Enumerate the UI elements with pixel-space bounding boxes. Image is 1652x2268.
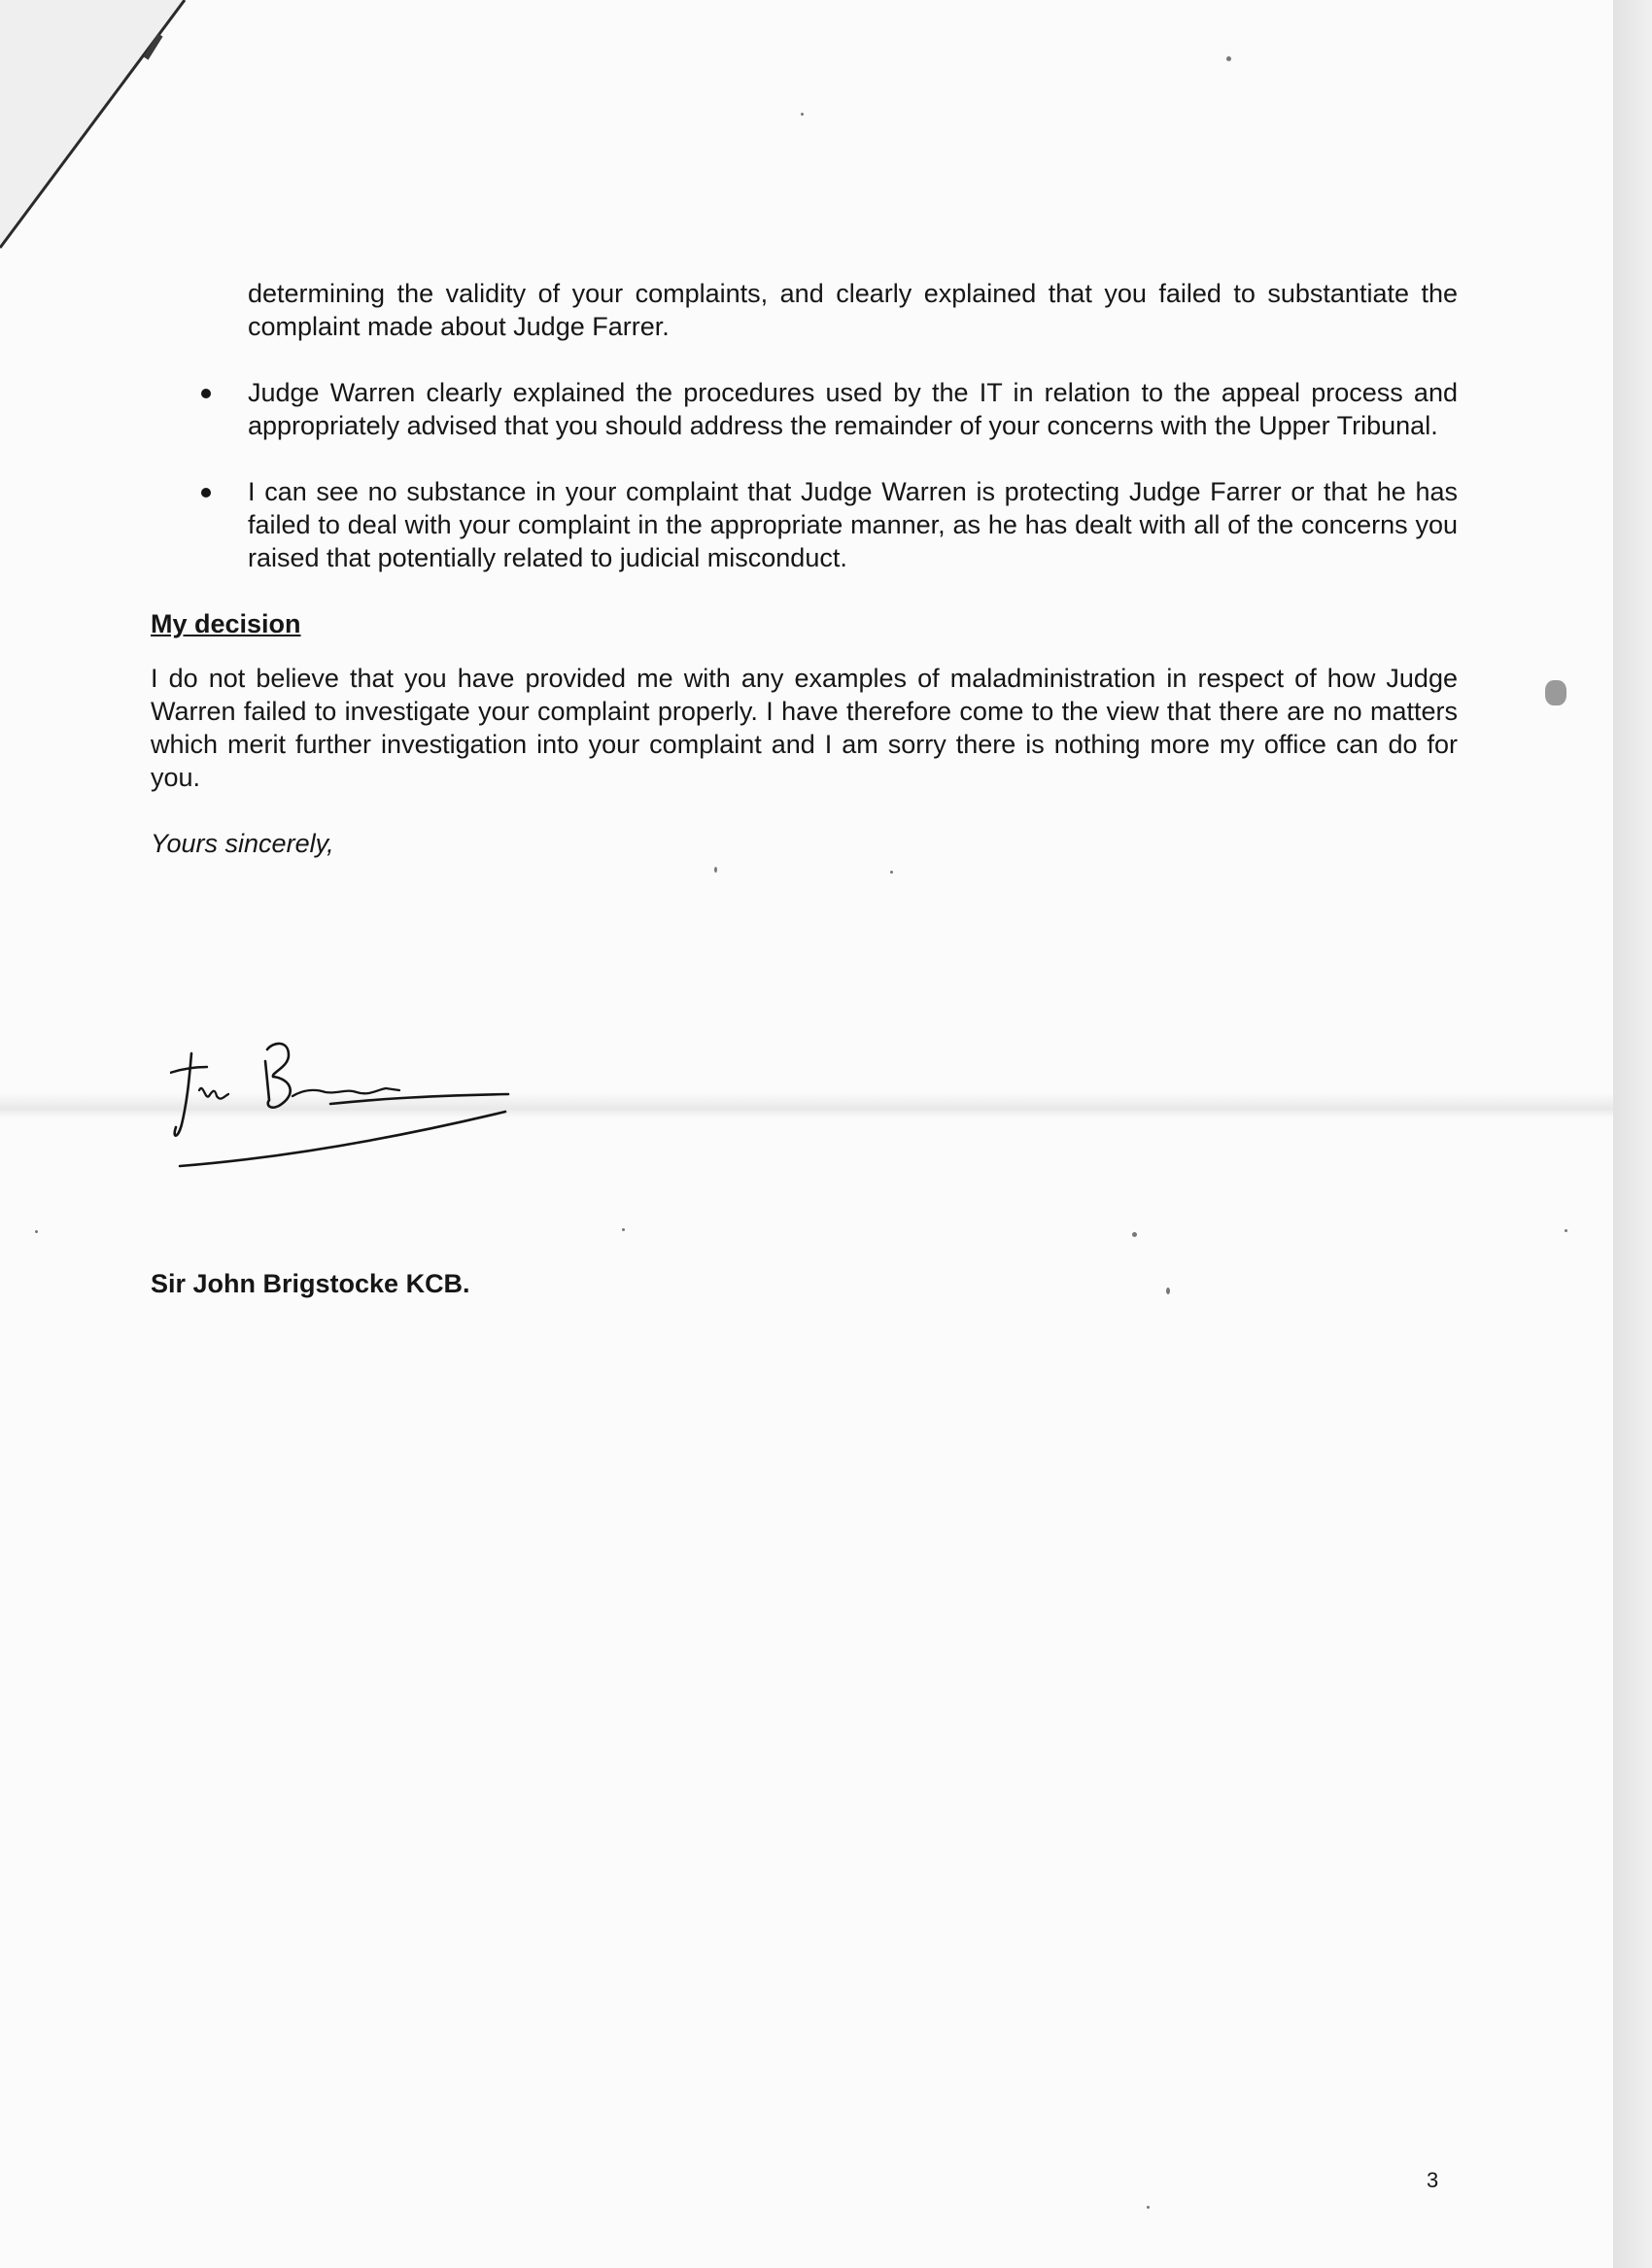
scan-blot — [1545, 680, 1566, 705]
bullet-list — [151, 376, 1458, 574]
letter-body — [151, 251, 1458, 860]
bullet-dot-icon — [201, 389, 211, 398]
scan-speck — [1132, 1232, 1137, 1237]
bullet-dot-icon — [201, 488, 211, 498]
bullet-item — [151, 376, 1458, 442]
scan-speck — [1166, 1288, 1170, 1294]
bullet-text: Judge Warren clearly explained the procedures used by the IT in relation to the appeal process and appropriately advised that you should address the remainder of your concerns with the Upper Tribunal. — [248, 378, 1458, 440]
scan-speck — [714, 867, 717, 873]
bullet-text: I can see no substance in your complaint that Judge Warren is protecting Judge Farrer or that he has failed to deal with your complaint in the appropriate manner, as he has dealt with all of the concerns you raised that potentially related to judicial misconduct. — [248, 477, 1458, 572]
signer-name: Sir John Brigstocke KCB. — [151, 1269, 470, 1298]
closing-salutation: Yours sincerely, — [151, 829, 334, 858]
scanner-margin — [1613, 0, 1652, 2268]
handwritten-signature — [170, 1032, 520, 1178]
scan-speck — [1226, 56, 1231, 61]
scan-speck — [1147, 2206, 1150, 2209]
decision-paragraph: I do not believe that you have provided me with any examples of maladministration in respect of how Judge Warren failed to investigate your complaint properly. I have therefore come to the view that there are no matters which merit further investigation into your complaint and I am sorry there is nothing more my office can do for you. — [151, 664, 1458, 792]
scan-speck — [890, 871, 893, 874]
folded-corner — [0, 0, 194, 253]
section-heading: My decision — [151, 609, 301, 638]
scan-speck — [622, 1228, 625, 1231]
page-number: 3 — [1427, 2168, 1439, 2192]
scan-speck — [1565, 1229, 1567, 1232]
scan-speck — [35, 1230, 38, 1233]
scan-speck — [801, 113, 804, 116]
bullet-continuation: determining the validity of your complaints, and clearly explained that you failed to substantiate the complaint made about Judge Farrer. — [248, 279, 1458, 341]
bullet-item — [151, 475, 1458, 574]
